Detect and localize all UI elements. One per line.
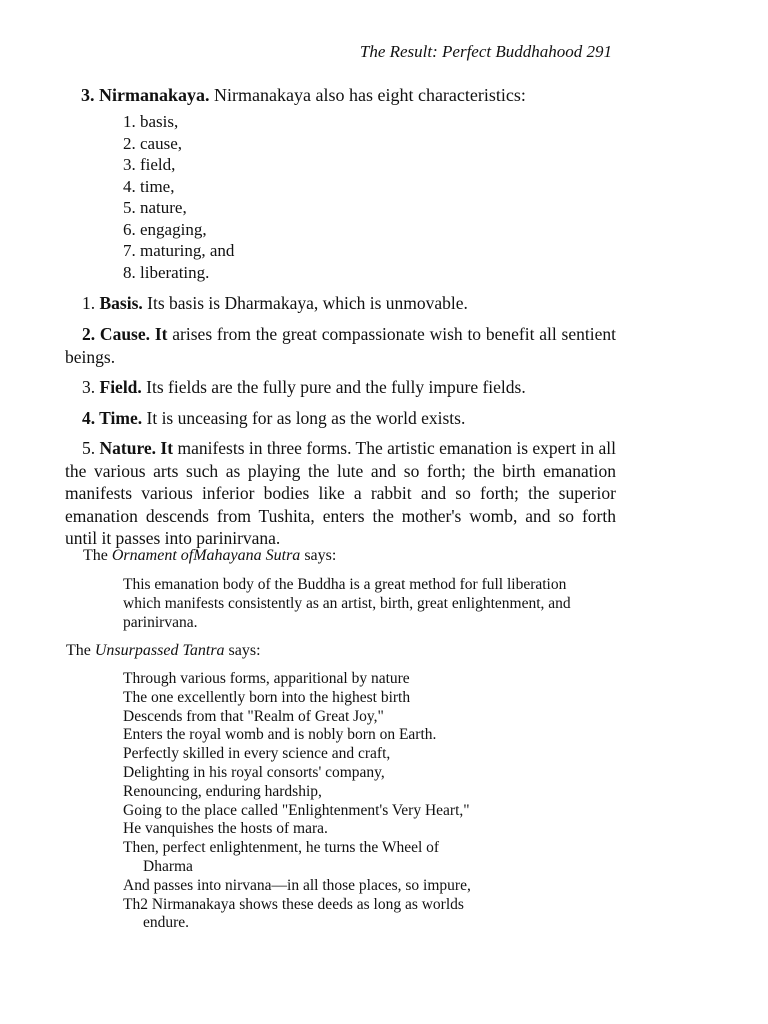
- list-item: 6. engaging,: [123, 219, 207, 239]
- list-item: 1. basis,: [123, 112, 179, 131]
- list-item: 3. field,: [123, 155, 176, 174]
- source-title: Unsurpassed Tantra: [94, 642, 225, 659]
- intro-text: The: [66, 642, 95, 659]
- verse-line: Th2 Nirmanakaya shows these deeds as long as worlds: [123, 895, 464, 913]
- section-title: 3. Nirmanakaya.: [81, 85, 210, 105]
- section-heading: [81, 85, 526, 106]
- paragraph-cause: [65, 323, 616, 368]
- paragraph-number: 3.: [82, 377, 100, 397]
- verse-line: Dharma: [143, 857, 193, 875]
- verse-line: Going to the place called "Enlightenment's Very Heart,": [123, 801, 470, 819]
- list-item: 4. time,: [123, 176, 175, 196]
- list-item: 7. maturing, and: [123, 241, 235, 260]
- list-item: 8. liberating.: [123, 262, 210, 282]
- paragraph-term: Field.: [99, 377, 142, 397]
- verse-line: Perfectly skilled in every science and craft,: [123, 745, 391, 763]
- verse-line: Through various forms, apparitional by nature: [123, 670, 410, 687]
- section-intro: Nirmanakaya also has eight characteristics:: [214, 85, 526, 105]
- running-head: The Result: Perfect Buddhahood 291: [359, 42, 612, 61]
- quote-intro-ornament: [83, 547, 336, 565]
- verse-quote-tantra: [123, 670, 471, 933]
- paragraph-text: manifests in three forms. The artistic emanation is expert in all the various arts such as playing the lute and so forth; the birth emanation manifests various inferior bodies like a rabbit and so forth; the superior emanation descends from Tushita, enters the mother's womb, and so forth until it passes into parinirvana.: [65, 438, 617, 548]
- verse-line: Delighting in his royal consorts' company,: [123, 763, 385, 781]
- paragraph-number: 1.: [82, 293, 100, 313]
- verse-line: Enters the royal womb and is nobly born on Earth.: [123, 726, 437, 744]
- verse-line: Descends from that "Realm of Great Joy,": [123, 707, 384, 725]
- paragraph-basis: [65, 292, 616, 315]
- paragraph-time: [65, 407, 616, 430]
- paragraph-term: 4. Time.: [82, 408, 143, 428]
- paragraph-text: Its basis is Dharmakaya, which is unmovable.: [142, 293, 468, 313]
- paragraph-term: Basis.: [99, 293, 143, 313]
- verse-line: Then, perfect enlightenment, he turns the Wheel of: [123, 839, 440, 857]
- paragraph-nature: [65, 437, 616, 550]
- source-title: Ornament ofMahayana Sutra: [111, 547, 301, 564]
- paragraph-number: 5.: [82, 438, 100, 458]
- intro-text: says:: [224, 642, 261, 659]
- quote-intro-tantra: [66, 642, 261, 660]
- verse-line: endure.: [143, 914, 190, 932]
- intro-text: says:: [300, 547, 337, 564]
- verse-line: And passes into nirvana—in all those places, so impure,: [123, 876, 471, 894]
- paragraph-text: arises from the great compassionate wish to benefit all sentient beings.: [65, 324, 616, 367]
- verse-line: The one excellently born into the highest birth: [123, 688, 411, 706]
- verse-line: He vanquishes the hosts of mara.: [123, 820, 328, 838]
- paragraph-field: [65, 376, 616, 399]
- verse-line: Renouncing, enduring hardship,: [123, 782, 322, 800]
- block-quote-ornament: This emanation body of the Buddha is a great method for full liberation which manifests consistently as an artist, birth, great enlightenment, and parinirvana.: [123, 576, 571, 631]
- list-item: 2. cause,: [123, 133, 183, 153]
- paragraph-text: Its fields are the fully pure and the fully impure fields.: [141, 377, 526, 397]
- list-item: 5. nature,: [123, 198, 187, 217]
- paragraph-term: Nature. It: [99, 438, 174, 458]
- characteristics-list: [123, 111, 234, 283]
- paragraph-term: 2. Cause. It: [82, 324, 168, 344]
- intro-text: The: [83, 547, 112, 564]
- paragraph-text: It is unceasing for as long as the world exists.: [142, 408, 466, 428]
